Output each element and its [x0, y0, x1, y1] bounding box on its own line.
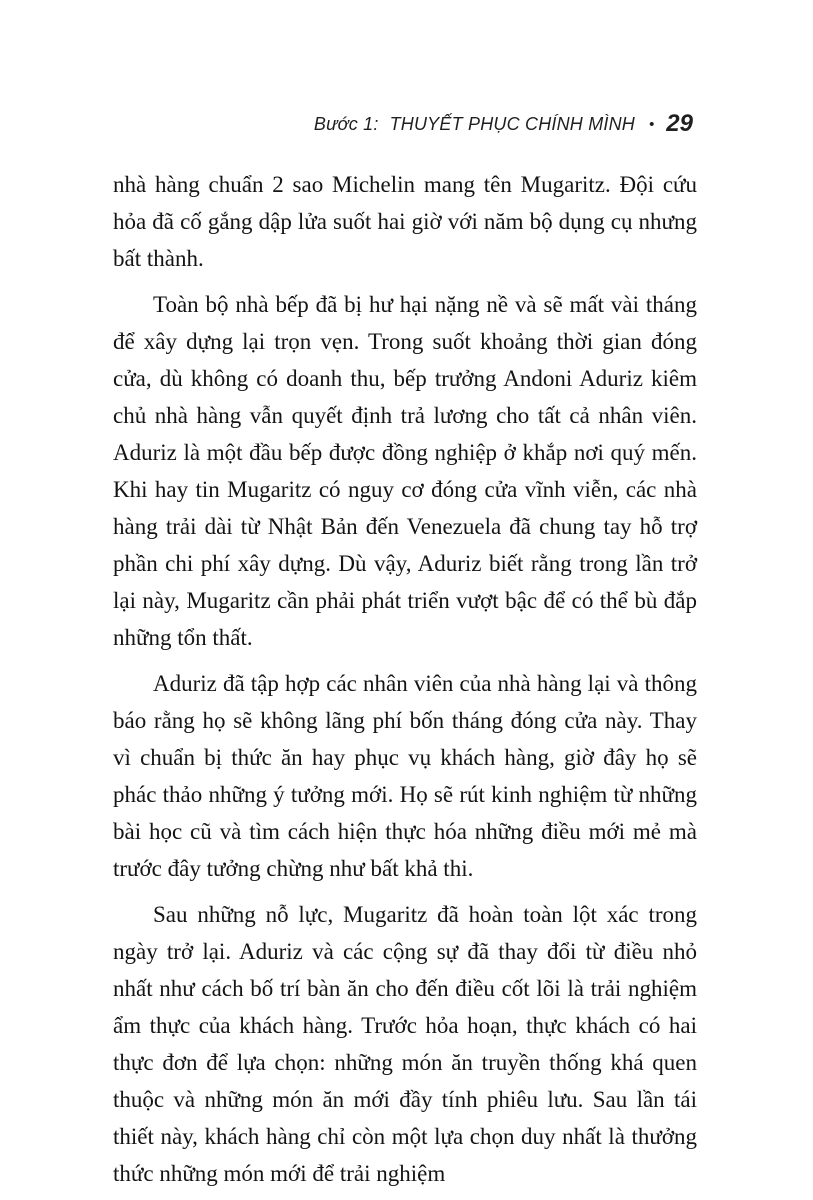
paragraph: Aduriz đã tập hợp các nhân viên của nhà hàng lại và thông báo rằng họ sẽ không lãng phí bốn tháng đóng cửa này. Thay vì chuẩn bị thức ăn hay phục vụ khách hàng, giờ đây họ sẽ phác thảo những ý tưởng mới. Họ sẽ rút kinh nghiệm từ những bài học cũ và tìm cách hiện thực hóa những điều mới mẻ mà trước đây tưởng chừng như bất khả thi. [113, 671, 697, 881]
paragraph: Sau những nỗ lực, Mugaritz đã hoàn toàn lột xác trong ngày trở lại. Aduriz và các cộng sự đã thay đổi từ điều nhỏ nhất như cách bố trí bàn ăn cho đến điều cốt lõi là trải nghiệm ẩm thực của khách hàng. Trước hỏa hoạn, thực khách có hai thực đơn để lựa chọn: những món ăn truyền thống khá quen thuộc và những món ăn mới đầy tính phiêu lưu. Sau lần tái thiết này, khách hàng chỉ còn một lựa chọn duy nhất là thưởng thức những món mới để trải nghiệm [113, 902, 697, 1186]
header-separator-dot: • [649, 116, 655, 133]
body-text [113, 166, 697, 1200]
chapter-title: THUYẾT PHỤC CHÍNH MÌNH [389, 114, 635, 134]
chapter-label: Bước 1: [313, 114, 379, 134]
paragraph: Toàn bộ nhà bếp đã bị hư hại nặng nề và sẽ mất vài tháng để xây dựng lại trọn vẹn. Trong suốt khoảng thời gian đóng cửa, dù không có doanh thu, bếp trưởng Andoni Aduriz kiêm chủ nhà hàng vẫn quyết định trả lương cho tất cả nhân viên. Aduriz là một đầu bếp được đồng nghiệp ở khắp nơi quý mến. Khi hay tin Mugaritz có nguy cơ đóng cửa vĩnh viễn, các nhà hàng trải dài từ Nhật Bản đến Venezuela đã chung tay hỗ trợ phần chi phí xây dựng. Dù vậy, Aduriz biết rằng trong lần trở lại này, Mugaritz cần phải phát triển vượt bậc để có thể bù đắp những tổn thất. [113, 292, 697, 650]
page-number: 29 [666, 110, 693, 137]
running-header [113, 112, 693, 137]
paragraph: nhà hàng chuẩn 2 sao Michelin mang tên Mugaritz. Đội cứu hỏa đã cố gắng dập lửa suốt hai giờ với năm bộ dụng cụ nhưng bất thành. [113, 172, 697, 271]
